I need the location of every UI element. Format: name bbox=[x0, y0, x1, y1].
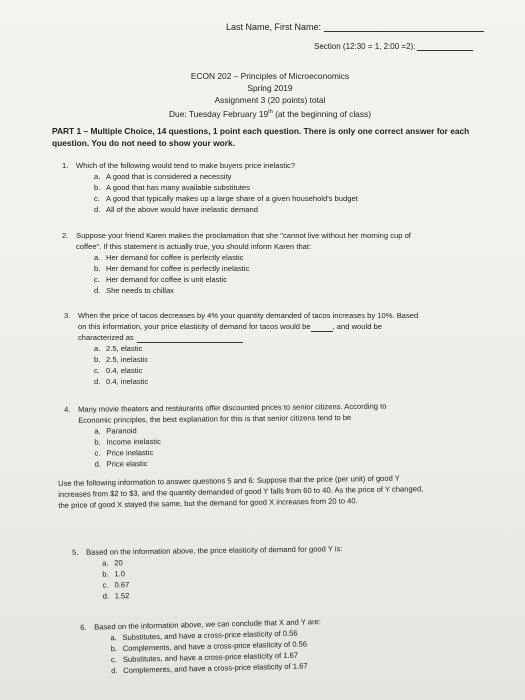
answer-blank-1[interactable] bbox=[311, 323, 333, 332]
section-blank[interactable] bbox=[417, 42, 473, 51]
option-c[interactable] bbox=[94, 274, 506, 285]
part1-instructions: PART 1 – Multiple Choice, 14 questions, 1 point each question. There is only one correct answer for each question. You do not need to show your work. bbox=[52, 126, 470, 148]
option-text: Complements, and have a cross-price elasticity of 1.67 bbox=[123, 661, 308, 675]
option-text: Paranoid bbox=[106, 426, 137, 436]
name-field[interactable] bbox=[226, 22, 484, 32]
section-label: Section (12:30 = 1, 2:00 =2): bbox=[314, 42, 416, 51]
option-letter: d. bbox=[111, 666, 118, 676]
course-title: ECON 202 – Principles of Microeconomics bbox=[190, 71, 350, 81]
option-b[interactable] bbox=[94, 182, 486, 193]
question-stem: Based on the information above, the price elasticity of demand for good Y is: bbox=[86, 544, 343, 557]
option-letter: b. bbox=[110, 644, 118, 654]
option-text: 1.0 bbox=[114, 569, 126, 579]
option-letter: d. bbox=[94, 377, 101, 386]
section-field[interactable] bbox=[314, 42, 473, 51]
question-number: 1. bbox=[62, 161, 69, 170]
stem-text: characterized as bbox=[78, 333, 134, 342]
option-a[interactable] bbox=[94, 252, 506, 263]
option-text: 0.4, elastic bbox=[106, 366, 143, 375]
stem-text: , and would be bbox=[332, 322, 382, 331]
option-text: Substitutes, and have a cross-price elasticity of 1.67 bbox=[122, 650, 299, 664]
option-text: Her demand for coffee is perfectly inelastic bbox=[106, 264, 250, 273]
course-header bbox=[120, 70, 420, 120]
option-letter: b. bbox=[102, 569, 109, 579]
answer-blank-2[interactable] bbox=[137, 334, 243, 343]
question-stem: Which of the following would tend to make buyers price inelastic? bbox=[76, 161, 296, 170]
option-text: Price inelastic bbox=[106, 448, 154, 458]
option-letter: c. bbox=[102, 580, 109, 590]
option-a[interactable] bbox=[94, 171, 486, 182]
option-letter: c. bbox=[94, 275, 100, 284]
info-line: Use the following information to answer questions 5 and 6: Suppose that the price (per unit) of good Y bbox=[58, 473, 400, 488]
option-letter: b. bbox=[94, 264, 101, 273]
option-b[interactable] bbox=[94, 354, 508, 365]
option-letter: c. bbox=[94, 448, 101, 458]
option-text: 2.5, elastic bbox=[106, 344, 143, 353]
question-number: 3. bbox=[64, 311, 71, 320]
option-text: 1.52 bbox=[114, 591, 130, 601]
option-c[interactable] bbox=[94, 193, 486, 204]
option-text: A good that typically makes up a large share of a given household's budget bbox=[106, 194, 358, 203]
shared-info-paragraph bbox=[58, 471, 498, 511]
info-line: increases from $2 to $3, and the quantity demanded of good Y falls from 60 to 40. As the price of Y changed, bbox=[58, 484, 424, 499]
option-text: Her demand for coffee is perfectly elastic bbox=[106, 253, 244, 262]
question-6 bbox=[80, 612, 500, 676]
option-letter: b. bbox=[94, 437, 101, 447]
option-a[interactable] bbox=[94, 343, 508, 354]
info-line: the price of good X stayed the same, but the demand for good X increases from 20 to 40. bbox=[58, 496, 358, 510]
question-4 bbox=[64, 399, 504, 469]
name-label: Last Name, First Name: bbox=[226, 22, 322, 32]
option-text: 2.5, inelastic bbox=[106, 355, 149, 364]
question-number: 2. bbox=[62, 231, 69, 240]
question-stem-line: Many movie theaters and restaurants offer discounted prices to senior citizens. According to bbox=[78, 401, 387, 414]
option-letter: a. bbox=[94, 426, 101, 436]
option-text: Substitutes, and have a cross-price elasticity of 0.56 bbox=[122, 628, 298, 642]
question-number: 4. bbox=[64, 404, 71, 414]
option-letter: a. bbox=[94, 253, 101, 262]
option-text: 0.67 bbox=[114, 580, 130, 590]
option-b[interactable] bbox=[94, 263, 506, 274]
option-d[interactable] bbox=[94, 204, 486, 215]
option-letter: a. bbox=[94, 172, 101, 181]
question-stem-line: Economic principles, the best explanation for this is that senior citizens tend to be bbox=[78, 412, 352, 425]
name-blank[interactable] bbox=[324, 22, 484, 32]
option-letter: c. bbox=[110, 655, 117, 665]
due-date-suffix: th bbox=[268, 109, 273, 115]
option-letter: c. bbox=[94, 366, 100, 375]
option-letter: d. bbox=[94, 205, 101, 214]
question-stem-line: When the price of tacos decreases by 4% your quantity demanded of tacos increases by 10%. Based bbox=[78, 311, 419, 320]
option-text: A good that is considered a necessity bbox=[106, 172, 232, 181]
option-text: A good that has many available substitutes bbox=[106, 183, 250, 192]
question-stem-line bbox=[78, 321, 508, 332]
option-text: Her demand for coffee is unit elastic bbox=[106, 275, 227, 284]
question-number: 5. bbox=[72, 547, 79, 557]
option-d[interactable] bbox=[94, 285, 506, 296]
option-text: 0.4, inelastic bbox=[106, 377, 149, 386]
option-letter: b. bbox=[94, 355, 101, 364]
question-stem-line bbox=[78, 332, 508, 343]
option-letter: b. bbox=[94, 183, 101, 192]
option-text: Complements, and have a cross-price elasticity of 0.56 bbox=[122, 639, 308, 653]
question-number: 6. bbox=[80, 622, 87, 632]
option-letter: a. bbox=[94, 344, 101, 353]
question-5 bbox=[72, 541, 492, 601]
question-stem-line: Suppose your friend Karen makes the proclamation that she "cannot live without her morning cup of bbox=[76, 231, 411, 240]
option-c[interactable] bbox=[94, 365, 508, 376]
option-letter: d. bbox=[94, 286, 101, 295]
due-date-text: Due: Tuesday February 19 bbox=[169, 108, 269, 119]
option-letter: d. bbox=[102, 591, 110, 601]
assignment-title: Assignment 3 (20 points) total bbox=[214, 95, 326, 105]
option-letter: c. bbox=[94, 194, 100, 203]
option-letter: a. bbox=[110, 633, 117, 643]
due-date bbox=[120, 106, 420, 120]
question-stem-line: coffee". If this statement is actually true, you should inform Karen that: bbox=[76, 242, 312, 251]
option-text: All of the above would have inelastic demand bbox=[106, 205, 258, 214]
option-text: Income inelastic bbox=[106, 436, 161, 447]
stem-text: on this information, your price elasticity of demand for tacos would be bbox=[78, 322, 311, 331]
course-term: Spring 2019 bbox=[247, 83, 293, 93]
question-stem: Based on the information above, we can conclude that X and Y are: bbox=[94, 617, 322, 632]
option-d[interactable] bbox=[94, 376, 508, 387]
option-text: She needs to chillax bbox=[106, 286, 174, 295]
due-date-note: (at the beginning of class) bbox=[272, 108, 371, 119]
option-letter: d. bbox=[94, 459, 102, 469]
option-text: Price elastic bbox=[106, 459, 148, 469]
option-letter: a. bbox=[102, 558, 109, 568]
option-text: 20 bbox=[114, 558, 123, 568]
